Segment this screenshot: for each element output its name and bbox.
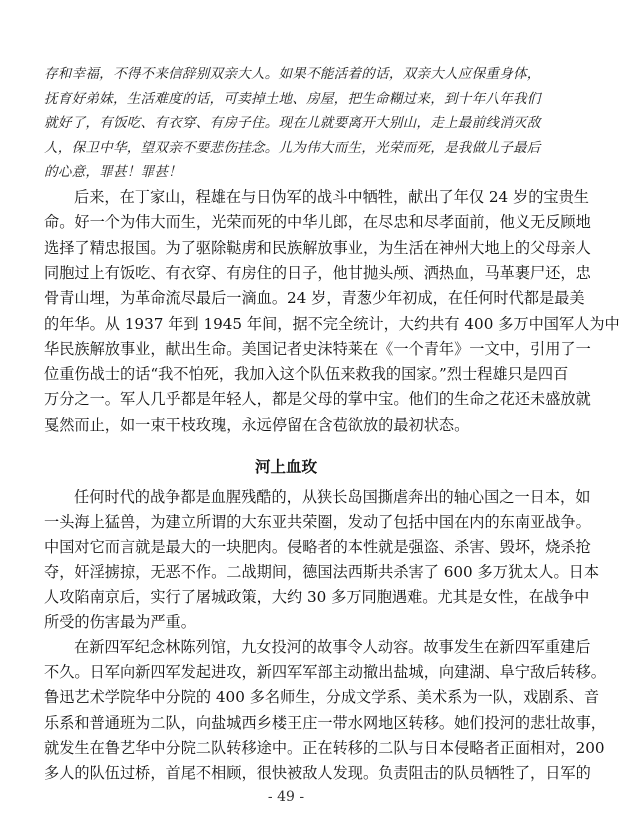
- text-line: 的年华。从 1937 年到 1945 年间，据不完全统计，大约共有 400 多万中国军人为中: [44, 314, 620, 333]
- text-line: 在新四军纪念林陈列馆，九女投河的故事令人动容。故事发生在新四军重建后: [74, 638, 591, 656]
- text-line: 鲁迅艺术学院华中分院的 400 多名师生，分成文学系、美术系为一队，戏剧系、音: [44, 688, 600, 707]
- text-line: 戛然而止，如一束干枝玫瑰，永远停留在含苞欲放的最初状态。: [44, 415, 470, 434]
- text-line: 骨青山埋，为革命流尽最后一滴血。24 岁，青葱少年初成，在任何时代都是最美: [44, 289, 585, 308]
- text-line: 人攻陷南京后，实行了屠城政策，大约 30 多万同胞遇难。尤其是女性，在战争中: [44, 588, 590, 606]
- text-line: 任何时代的战争都是血腥残酷的，从狭长岛国撕虐奔出的轴心国之一日本，如: [74, 488, 591, 506]
- text-line: 同胞过上有饭吃、有衣穿、有房住的日子，他甘抛头颅、洒热血，马革裹尸还，忠: [44, 263, 591, 282]
- text-line: 多人的队伍过桥，首尾不相顾，很快被敌人发现。负责阻击的队员牺牲了，日军的: [44, 764, 591, 782]
- text-line: 人，保卫中华，望双亲不要悲伤挂念。儿为伟大而生，光荣而死，是我做儿子最后: [44, 139, 541, 156]
- text-line: 乐系和普通班为二队，向盐城西乡楼王庄一带水网地区转移。她们投河的悲壮故事，: [44, 713, 606, 732]
- page-number: - 49 -: [267, 789, 305, 805]
- text-line: 一头海上猛兽，为建立所谓的大东亚共荣圈，发动了包括中国在内的东南亚战争。: [44, 513, 591, 531]
- text-line: 的心意，罪甚！罪甚！: [44, 164, 182, 180]
- text-line: 万分之一。军人几乎都是年轻人，都是父母的掌中宝。他们的生命之花还未盛放就: [44, 390, 591, 409]
- text-line: 华民族解放事业，献出生命。美国记者史沫特莱在《一个青年》一文中，引用了一: [44, 339, 591, 358]
- text-line: 不久。日军向新四军发起进攻，新四军军部主动撤出盐城，向建湖、阜宁敌后转移。: [44, 663, 606, 682]
- section-title: 河上血玫: [254, 458, 317, 476]
- text-line: 就好了，有饭吃、有衣穿、有房子住。现在儿就要离开大别山，走上最前线消灭敌: [44, 115, 541, 131]
- text-line: 后来，在丁家山，程雄在与日伪军的战斗中牺牲，献出了年仅 24 岁的宝贵生: [74, 188, 589, 206]
- text-line: 就发生在鲁艺华中分院二队转移途中。正在转移的二队与日本侵略者正面相对，200: [44, 738, 605, 757]
- text-line: 存和幸福，不得不来信辞别双亲大人。如果不能活着的话，双亲大人应保重身体，: [44, 66, 541, 82]
- text-line: 命。好一个为伟大而生，光荣而死的中华儿郎，在尽忠和尽孝面前，他义无反顾地: [44, 213, 591, 232]
- text-line: 所受的伤害最为严重。: [44, 613, 196, 631]
- text-line: 中国对它而言就是最大的一块肥肉。侵略者的本性就是强盗、杀害、毁坏，烧杀抢: [44, 538, 591, 556]
- text-line: 选择了精忠报国。为了驱除鞑虏和民族解放事业，为生活在神州大地上的父母亲人: [44, 238, 591, 257]
- text-line: 夺，奸淫掳掠，无恶不作。二战期间，德国法西斯共杀害了 600 多万犹太人。日本: [44, 563, 600, 581]
- text-line: 位重伤战士的话“我不怕死，我加入这个队伍来救我的国家。”烈士程雄只是四百: [44, 365, 569, 384]
- text-line: 抚育好弟妹，生活难度的话，可卖掉土地、房屋，把生命糊过来，到十年八年我们: [44, 90, 541, 107]
